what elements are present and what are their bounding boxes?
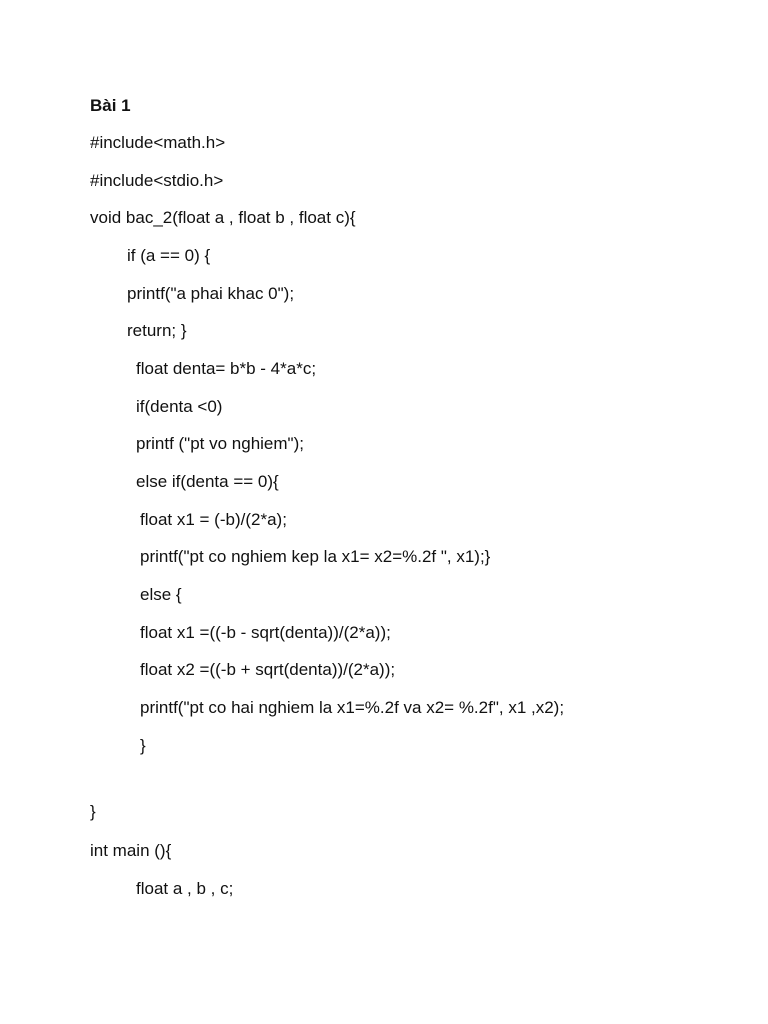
code-line-function-close: } — [90, 802, 96, 821]
code-line-else-if-denta-zero: else if(denta == 0){ — [136, 472, 279, 491]
code-line-else-close: } — [140, 736, 146, 755]
code-line-printf-vo-nghiem: printf ("pt vo nghiem"); — [136, 434, 304, 453]
document-heading: Bài 1 — [90, 96, 131, 115]
code-line-if-a-zero: if (a == 0) { — [127, 246, 211, 265]
code-line-function-signature: void bac_2(float a , float b , float c){ — [90, 208, 356, 227]
code-line-main-declarations: float a , b , c; — [136, 879, 234, 898]
code-line-printf-a-phai-khac: printf("a phai khac 0"); — [127, 284, 295, 303]
code-line-main-signature: int main (){ — [90, 841, 172, 860]
code-line-denta-declaration: float denta= b*b - 4*a*c; — [136, 359, 317, 378]
code-line-x2-two-roots: float x2 =((-b + sqrt(denta))/(2*a)); — [140, 660, 396, 679]
code-line-printf-hai-nghiem: printf("pt co hai nghiem la x1=%.2f va x2= %.2f", x1 ,x2); — [140, 698, 565, 717]
code-line-include-stdio: #include<stdio.h> — [90, 171, 224, 190]
code-line-include-math: #include<math.h> — [90, 133, 226, 152]
code-line-else: else { — [140, 585, 182, 604]
code-line-return: return; } — [127, 321, 187, 340]
code-line-x1-two-roots: float x1 =((-b - sqrt(denta))/(2*a)); — [140, 623, 391, 642]
code-line-x1-kep: float x1 = (-b)/(2*a); — [140, 510, 287, 529]
code-line-printf-nghiem-kep: printf("pt co nghiem kep la x1= x2=%.2f ", x1);} — [140, 547, 491, 566]
code-line-if-denta-negative: if(denta <0) — [136, 397, 223, 416]
